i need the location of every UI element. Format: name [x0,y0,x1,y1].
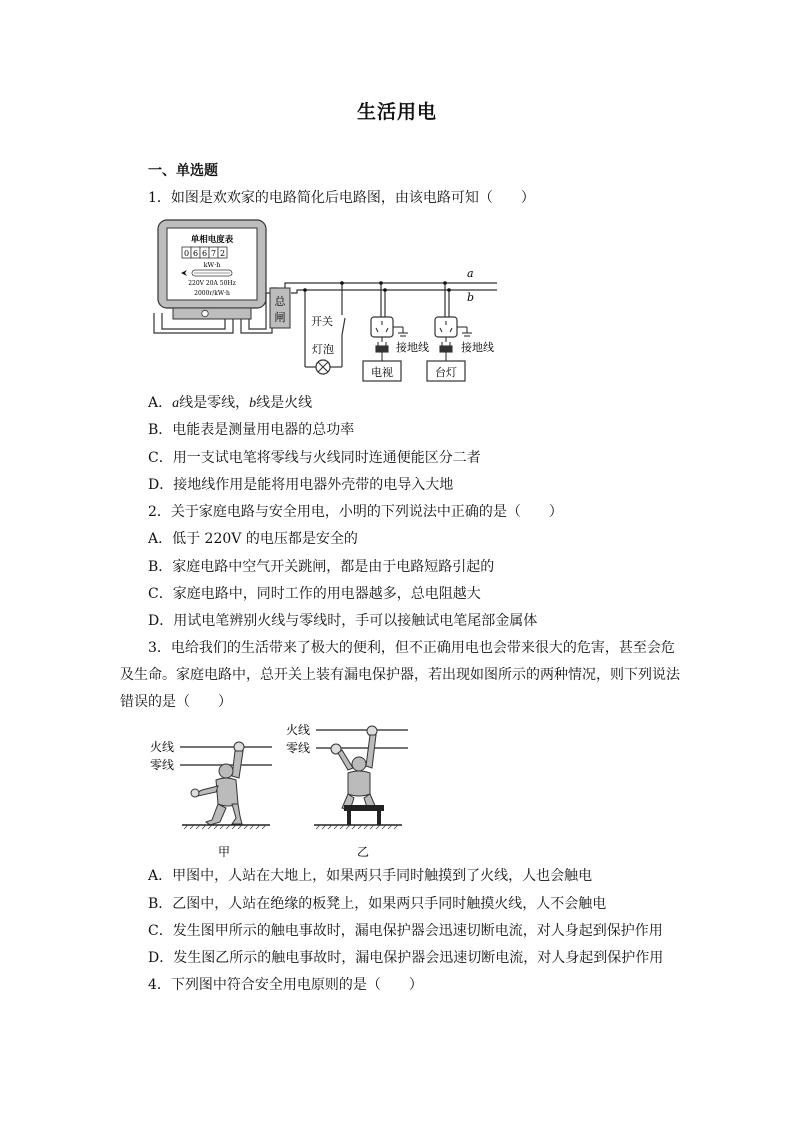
stool-icon [344,805,384,825]
meter-screw-icon [202,310,208,316]
digit-2: 6 [192,249,199,258]
q1-option-c: C．用一支试电笔将零线与火线同时连通便能区分二者 [148,450,481,466]
meter-terminal-block [173,308,251,319]
q3-option-c: C．发生图甲所示的触电事故时，漏电保护器会迅速切断电流，对人身起到保护作用 [148,923,663,939]
tv-label: 电视 [371,366,393,379]
q2-stem: 2．关于家庭电路与安全用电，小明的下列说法中正确的是（ ） [148,504,563,520]
q1-option-a: A．a线是零线，b线是火线 [148,395,313,411]
q1-stem: 1．如图是欢欢家的电路简化后电路图，由该电路可知（ ） [148,190,535,206]
q2-option-c: C．家庭电路中，同时工作的用电器越多，总电阻越大 [148,586,481,602]
section-heading: 一、单选题 [148,163,218,179]
main-switch-label-1: 总 [274,295,286,308]
panel-jia [150,739,272,859]
fire-wire-label-right: 火线 [286,723,311,737]
lamp-label: 台灯 [435,366,457,379]
digit-4: 7 [210,249,217,258]
socket-lamp-icon [435,317,457,337]
digit-5: 2 [219,249,226,258]
meter-spec-rev: 2000r/kW·h [194,290,230,297]
q4-stem: 4．下列图中符合安全用电原则的是（ ） [148,977,423,993]
q1-circuit-figure [145,215,515,385]
plug-lamp-icon [440,342,452,361]
q3-electrocution-figure [140,718,430,863]
main-switch-label-2: 闸 [274,311,286,324]
socket-tv-icon [371,317,393,337]
panel-yi [286,722,408,859]
q3-option-d: D．发生图乙所示的触电事故时，漏电保护器会迅速切断电流，对人身起到保护作用 [148,950,664,966]
zero-wire-label-left: 零线 [150,758,175,772]
meter-title: 单相电度表 [190,235,234,245]
person-left-icon [191,742,244,825]
bulb-label: 灯泡 [312,343,334,356]
person-right-icon [331,726,377,810]
q3-stem: 3．电给我们的生活带来了极大的便利，但不正确用电也会带来很大的危害，甚至会危及生命。家庭电路中，总开关上装有漏电保护器，若出现如图所示的两种情况，则下列说法错误的是（ ） [120,640,680,710]
q2-option-d: D．用试电笔辨别火线与零线时，手可以接触试电笔尾部金属体 [148,613,538,629]
page-title: 生活用电 [356,101,437,123]
digit-1: 0 [183,249,190,258]
q1-option-d: D．接地线作用是能将用电器外壳带的电导入大地 [148,477,454,493]
plug-tv-icon [376,342,388,361]
q2-option-a: A．低于 220V 的电压都是安全的 [148,531,358,547]
caption-jia: 甲 [217,845,231,859]
meter-unit: kW·h [203,261,221,269]
zero-wire-label-right: 零线 [286,741,311,755]
ground-label-2: 接地线 [461,341,494,354]
switch-label: 开关 [311,315,333,328]
q3-option-b: B．乙图中，人站在绝缘的板凳上，如果两只手同时触摸火线，人不会触电 [148,896,607,912]
wire-label-b: b [467,291,475,304]
caption-yi: 乙 [356,845,370,859]
wire-label-a: a [467,267,474,280]
fire-wire-label-left: 火线 [150,740,175,754]
digit-3: 6 [201,249,208,258]
meter-spec-voltage: 220V 20A 50Hz [188,280,236,287]
meter-digits [182,247,227,258]
q1-option-b: B．电能表是测量用电器的总功率 [148,422,355,438]
ground-label-1: 接地线 [396,341,429,354]
q2-option-b: B．家庭电路中空气开关跳闸，都是由于电路短路引起的 [148,559,495,575]
q3-option-a: A．甲图中，人站在大地上，如果两只手同时触摸到了火线，人也会触电 [148,868,593,884]
